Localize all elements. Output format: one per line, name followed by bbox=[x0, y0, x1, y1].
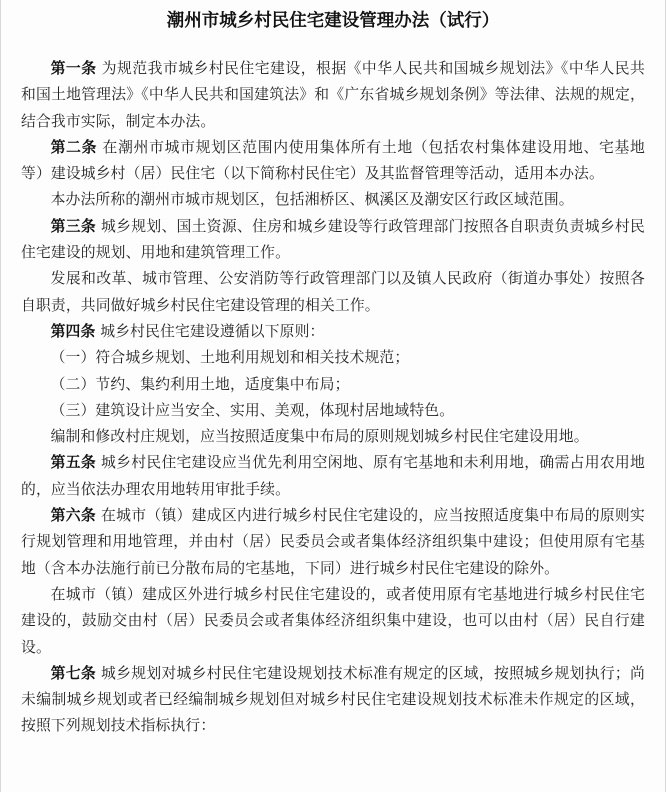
article-heading: 第七条 bbox=[50, 664, 96, 682]
article-text: 在潮州市城市规划区范围内使用集体所有土地（包括农村集体建设用地、宅基地等）建设城乡村（居）民住宅（以下简称村民住宅）及其监督管理等活动，适用本办法。 bbox=[21, 138, 645, 183]
page-title: 潮州市城乡村民住宅建设管理办法（试行） bbox=[166, 11, 500, 31]
article-text: 为规范我市城乡村民住宅建设，根据《中华人民共和国城乡规划法》《中华人民共和国土地管理法》《中华人民共和国建筑法》和《广东省城乡规划条例》等法律、法规的规定，结合我市实际，制定本办法。 bbox=[21, 60, 645, 130]
article-6 bbox=[21, 503, 645, 582]
article-heading: 第四条 bbox=[50, 322, 96, 340]
article-3 bbox=[21, 214, 645, 267]
article-4 bbox=[21, 319, 645, 345]
paragraph-text: 发展和改革、城市管理、公安消防等行政管理部门以及镇人民政府（街道办事处）按照各自职责，共同做好城乡村民住宅建设管理的相关工作。 bbox=[21, 270, 645, 314]
article-2 bbox=[21, 135, 645, 188]
paragraph-text: 在城市（镇）建成区外进行城乡村民住宅建设的，或者使用原有宅基地进行城乡村民住宅建设的，鼓励交由村（居）民委员会或者集体经济组织集中建设，也可以由村（居）民自行建设。 bbox=[21, 585, 645, 656]
paragraph bbox=[21, 582, 645, 661]
list-item bbox=[21, 398, 645, 424]
article-heading: 第六条 bbox=[50, 507, 96, 525]
article-text: 城乡规划对城乡村民住宅建设规划技术标准有规定的区域，按照城乡规划执行；尚未编制城乡规划或者已经编制城乡规划但对城乡村民住宅建设规划技术标准未作规定的区域，按照下列规划技术指标执行： bbox=[21, 664, 645, 735]
article-heading: 第三条 bbox=[50, 217, 96, 235]
list-item bbox=[21, 372, 645, 398]
paragraph bbox=[21, 266, 645, 319]
list-item bbox=[21, 345, 645, 371]
list-item-text: （二）节约、集约利用土地，适度集中布局； bbox=[50, 375, 350, 393]
list-item-text: （三）建筑设计应当安全、实用、美观，体现村居地域特色。 bbox=[50, 401, 455, 419]
article-text: 在城市（镇）建成区内进行城乡村民住宅建设的，应当按照适度集中布局的原则实行规划管理和用地管理，并由村（居）民委员会或者集体经济组织集中建设；但使用原有宅基地（含本办法施行前已分散布局的宅基地，下同）进行城乡村民住宅建设的除外。 bbox=[21, 507, 645, 577]
article-7 bbox=[21, 661, 645, 740]
article-5 bbox=[21, 450, 645, 503]
list-item-text: （一）符合城乡规划、土地利用规划和相关技术规范； bbox=[50, 349, 410, 367]
paragraph bbox=[21, 187, 645, 213]
article-heading: 第二条 bbox=[50, 138, 98, 156]
article-text: 城乡村民住宅建设遵循以下原则： bbox=[95, 322, 325, 340]
paragraph bbox=[21, 424, 645, 450]
article-heading: 第一条 bbox=[50, 60, 97, 77]
article-heading: 第五条 bbox=[50, 454, 96, 472]
paragraph-text: 编制和修改村庄规划，应当按照适度集中布局的原则规划城乡村民住宅建设用地。 bbox=[50, 428, 589, 446]
article-1 bbox=[21, 56, 645, 135]
paragraph-text: 本办法所称的潮州市城市规划区，包括湘桥区、枫溪区及潮安区行政区域范围。 bbox=[50, 191, 574, 209]
article-text: 城乡规划、国土资源、住房和城乡建设等行政管理部门按照各自职责负责城乡村民住宅建设的规划、用地和建筑管理工作。 bbox=[21, 217, 645, 262]
article-text: 城乡村民住宅建设应当优先利用空闲地、原有宅基地和未利用地，确需占用农用地的，应当依法办理农用地转用审批手续。 bbox=[21, 454, 645, 498]
